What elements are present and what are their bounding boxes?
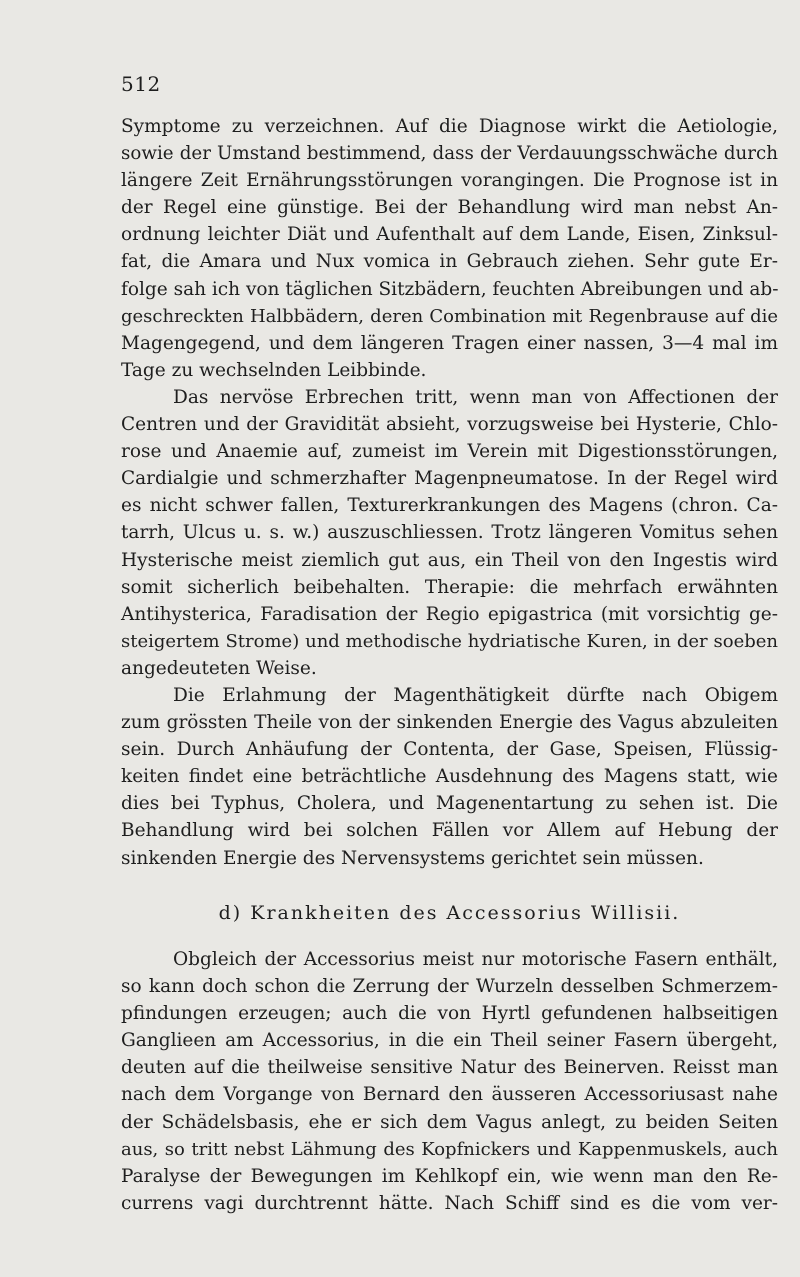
text-line: sinkenden Energie des Nervensystems gerichtet sein müssen. — [121, 847, 704, 869]
text-line: Magengegend, und dem längeren Tragen einer nassen, 3—4 mal im — [121, 332, 778, 354]
text-line: sein. Durch Anhäufung der Contenta, der Gase, Speisen, Flüssig- — [121, 739, 778, 761]
text-line: längere Zeit Ernährungsstörungen vorangingen. Die Prognose ist in — [121, 170, 778, 192]
text-line: Antihysterica, Faradisation der Regio epigastrica (mit vorsichtig ge- — [121, 603, 778, 625]
text-line: Cardialgie und schmerzhafter Magenpneumatose. In der Regel wird — [121, 468, 778, 490]
text-line: Paralyse der Bewegungen im Kehlkopf ein, wie wenn man den Re- — [121, 1165, 778, 1187]
text-line: sowie der Umstand bestimmend, dass der Verdauungsschwäche durch — [121, 143, 778, 165]
text-line: Centren und der Gravidität absieht, vorzugsweise bei Hysterie, Chlo- — [121, 414, 778, 436]
text-line: tarrh, Ulcus u. s. w.) auszuschliessen. Trotz längeren Vomitus sehen — [121, 522, 778, 544]
text-line: Obgleich der Accessorius meist nur motorische Fasern enthält, — [173, 949, 778, 970]
text-line: es nicht schwer fallen, Texturerkrankungen des Magens (chron. Ca- — [121, 495, 778, 517]
text-line: der Regel eine günstige. Bei der Behandlung wird man nebst An- — [121, 197, 778, 219]
text-line: zum grössten Theile von der sinkenden Energie des Vagus abzuleiten — [121, 712, 778, 734]
text-block-1 — [121, 113, 778, 872]
text-line: rose und Anaemie auf, zumeist im Verein mit Digestionsstörungen, — [121, 441, 778, 463]
text-line: steigertem Strome) und methodische hydriatische Kuren, in der soeben — [121, 630, 778, 652]
text-line: Hysterische meist ziemlich gut aus, ein Theil von den Ingestis wird — [121, 549, 778, 571]
text-line: ordnung leichter Diät und Aufenthalt auf dem Lande, Eisen, Zinksul- — [121, 224, 778, 246]
text-line: Die Erlahmung der Magenthätigkeit dürfte nach Obigem — [173, 684, 778, 706]
text-line: so kann doch schon die Zerrung der Wurzeln desselben Schmerzem- — [121, 976, 778, 998]
text-line: folge sah ich von täglichen Sitzbädern, feuchten Abreibungen und ab- — [121, 278, 779, 300]
text-line: Das nervöse Erbrechen tritt, wenn man von Affectionen der — [173, 386, 778, 408]
text-line: dies bei Typhus, Cholera, und Magenentartung zu sehen ist. Die — [121, 793, 778, 815]
text-line: der Schädelsbasis, ehe er sich dem Vagus anlegt, zu beiden Seiten — [121, 1111, 778, 1133]
text-line: nach dem Vorgange von Bernard den äusseren Accessoriusast nahe — [121, 1084, 778, 1106]
text-line: currens vagi durchtrennt hätte. Nach Schiff sind es die vom ver- — [121, 1192, 778, 1214]
page-number: 512 — [121, 72, 161, 96]
text-line: fat, die Amara und Nux vomica in Gebrauch ziehen. Sehr gute Er- — [121, 251, 778, 273]
text-line: somit sicherlich beibehalten. Therapie: die mehrfach erwähnten — [121, 576, 778, 598]
text-line: angedeuteten Weise. — [121, 657, 317, 679]
text-block-2 — [121, 946, 778, 1217]
section-heading: d) Krankheiten des Accessorius Willisii. — [218, 902, 681, 924]
text-line: Tage zu wechselnden Leibbinde. — [121, 359, 427, 381]
text-line: pfindungen erzeugen; auch die von Hyrtl gefundenen halbseitigen — [121, 1003, 778, 1025]
text-line: geschreckten Halbbädern, deren Combination mit Regenbrause auf die — [121, 305, 778, 327]
text-line: keiten findet eine beträchtliche Ausdehnung des Magens statt, wie — [121, 766, 778, 788]
text-line: deuten auf die theilweise sensitive Natur des Beinerven. Reisst man — [121, 1057, 778, 1079]
text-line: Behandlung wird bei solchen Fällen vor Allem auf Hebung der — [121, 820, 778, 842]
text-line: aus, so tritt nebst Lähmung des Kopfnickers und Kappenmuskels, auch — [121, 1138, 778, 1160]
text-line: Ganglieen am Accessorius, in die ein Theil seiner Fasern übergeht, — [121, 1030, 778, 1052]
text-line: Symptome zu verzeichnen. Auf die Diagnose wirkt die Aetiologie, — [121, 116, 778, 137]
